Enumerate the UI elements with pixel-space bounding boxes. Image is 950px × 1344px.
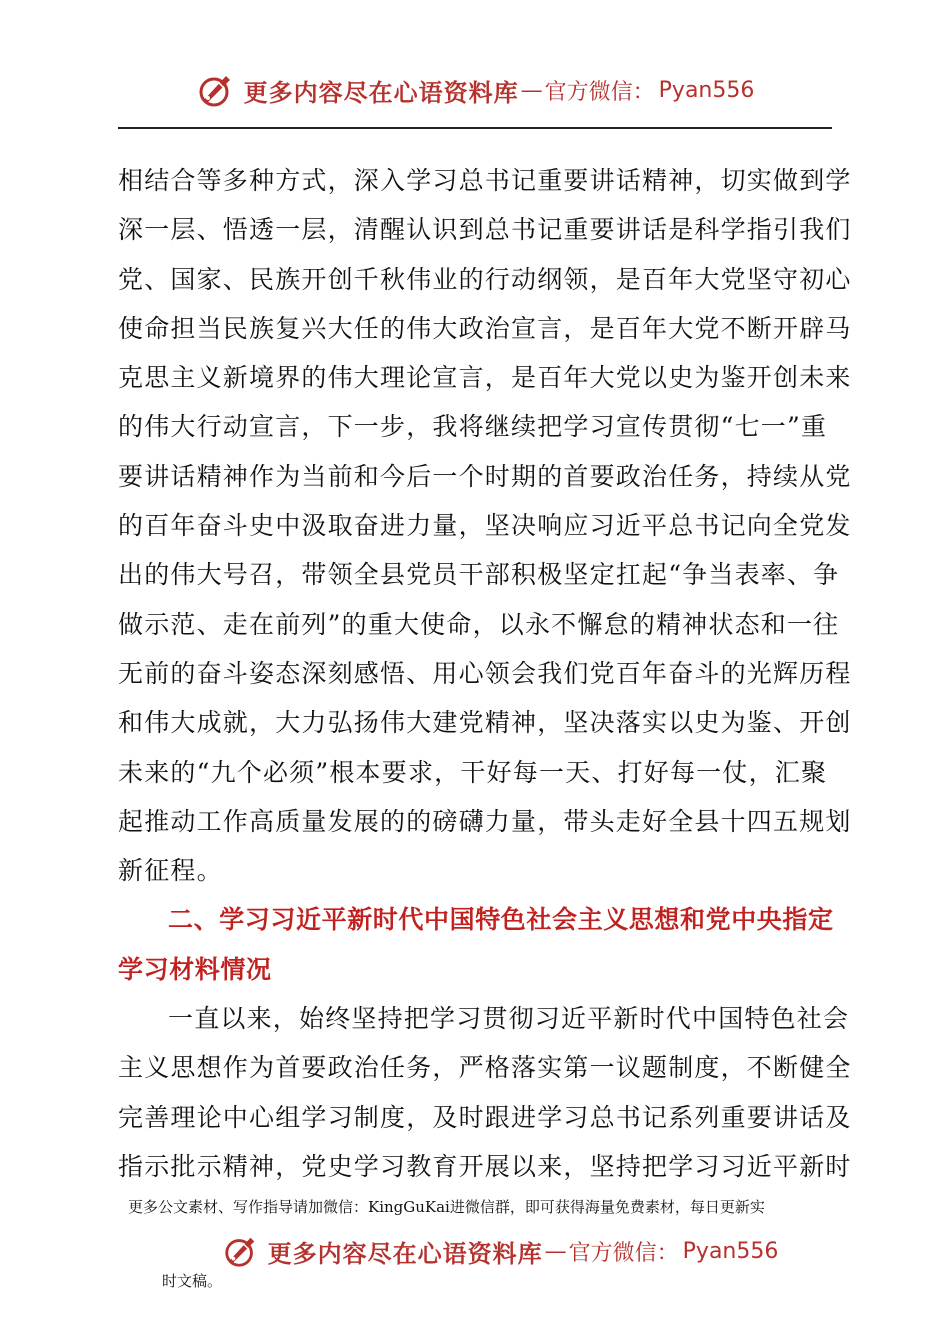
paragraph-2 (118, 994, 852, 1191)
text-line: 新征程。 (118, 856, 223, 886)
footer-note: 更多公文素材、写作指导请加微信：KingGuKai进微信群，即可获得海量免费素材，每日更新实 (128, 1198, 765, 1216)
header-banner (0, 70, 950, 110)
text-line: 一直以来，始终坚持把学习贯彻习近平新时代中国特色社会 (168, 1004, 850, 1034)
header-contact-handle: Pyan556 (658, 77, 755, 103)
text-line: 要讲话精神作为当前和今后一个时期的首要政治任务，持续从党 (118, 461, 852, 491)
header-rule (118, 127, 832, 129)
footer-separator: — (544, 1238, 567, 1264)
text-line: 深一层、悟透一层，清醒认识到总书记重要讲话是科学指引我们 (118, 215, 852, 245)
text-line: 相结合等多种方式，深入学习总书记重要讲话精神，切实做到学 (118, 166, 852, 195)
text-line: 做示范、走在前列”的重大使命，以永不懈怠的精神状态和一往 (118, 609, 840, 639)
header-separator: — (520, 77, 543, 103)
text-line: 克思主义新境界的伟大理论宣言，是百年大党以史为鉴开创未来 (118, 363, 852, 393)
text-line: 使命担当民族复兴大任的伟大政治宣言，是百年大党不断开辟马 (118, 313, 852, 343)
heading-line: 二、学习习近平新时代中国特色社会主义思想和党中央指定 (168, 905, 834, 935)
text-line: 起推动工作高质量发展的的磅礴力量，带头走好全县十四五规划 (118, 806, 852, 836)
text-line: 完善理论中心组学习制度，及时跟进学习总书记系列重要讲话及 (118, 1102, 852, 1132)
footer-brand: 更多内容尽在心语资料库 (267, 1238, 543, 1268)
document-body (118, 156, 852, 1191)
section-heading (118, 895, 834, 994)
footer-banner (0, 1228, 950, 1274)
text-line: 出的伟大号召，带领全县党员干部积极坚定扛起“争当表率、争 (118, 560, 840, 590)
text-line: 主义思想作为首要政治任务，严格落实第一议题制度，不断健全 (118, 1053, 852, 1083)
text-line: 无前的奋斗姿态深刻感悟、用心领会我们党百年奋斗的光辉历程 (118, 658, 852, 688)
text-line: 和伟大成就，大力弘扬伟大建党精神，坚决落实以史为鉴、开创 (118, 708, 852, 738)
footer-note-continued: 时文稿。 (162, 1272, 223, 1290)
text-line: 的百年奋斗史中汲取奋进力量，坚决响应习近平总书记向全党发 (118, 511, 852, 541)
paragraph-1 (118, 156, 852, 895)
text-line: 的伟大行动宣言，下一步，我将继续把学习宣传贯彻“七一”重 (118, 412, 828, 442)
heading-line: 学习材料情况 (118, 954, 272, 984)
text-line: 党、国家、民族开创千秋伟业的行动纲领，是百年大党坚守初心 (118, 264, 852, 294)
page-header (0, 70, 950, 120)
header-brand: 更多内容尽在心语资料库 (243, 77, 519, 107)
text-line: 指示批示精神，党史学习教育开展以来，坚持把学习习近平新时 (118, 1151, 852, 1181)
text-line: 未来的“九个必须”根本要求，干好每一天、打好每一仗，汇聚 (118, 757, 828, 787)
quill-seal-icon (196, 70, 236, 110)
quill-seal-icon (222, 1232, 260, 1270)
footer-contact-label: 官方微信： (568, 1240, 679, 1266)
footer-contact-handle: Pyan556 (682, 1238, 779, 1264)
header-contact-label: 官方微信： (544, 79, 655, 105)
